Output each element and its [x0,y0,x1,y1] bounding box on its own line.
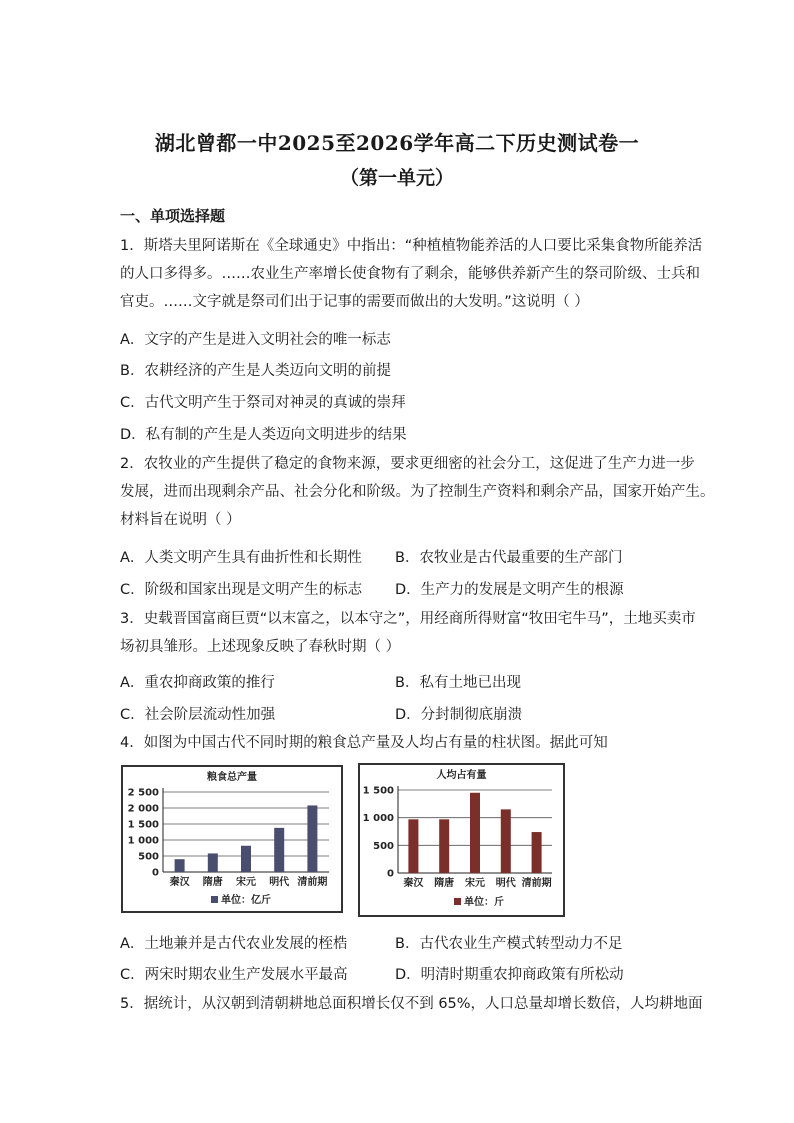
q1-option-b: B．农耕经济的产生是人类迈向文明的前提 [120,363,391,379]
exam-title: 湖北曾都一中2025至2026学年高二下历史测试卷一 [154,131,640,155]
x-tick-label: 隋唐 [434,878,455,889]
q1-option-a: A．文字的产生是进入文明社会的唯一标志 [120,332,391,348]
q2-option-a: A．人类文明产生具有曲折性和长期性 [120,550,362,566]
q1-option-d: D．私有制的产生是人类迈向文明进步的结果 [120,427,407,443]
legend-label: 单位：斤 [464,897,504,908]
bar-1 [175,859,185,872]
chart-title: 粮食总产量 [207,772,257,783]
q1-option-c: C．古代文明产生于祭司对神灵的真诚的崇拜 [120,395,406,411]
question-5-stem [120,990,703,1018]
question-1-stem [120,232,703,316]
y-tick-label: 500 [373,840,394,852]
x-tick-label: 明代 [495,878,516,889]
x-tick-label: 清前期 [521,878,552,889]
y-tick-label: 2 000 [127,803,159,815]
y-tick-label: 1 500 [127,819,159,831]
x-tick-label: 秦汉 [169,877,190,888]
y-tick-label: 1 000 [127,835,159,847]
y-tick-label: 1 500 [362,785,394,797]
stem-line: 的人口多得多。……农业生产率增长使食物有了剩余，能够供养新产生的祭司阶级、士兵和 [120,266,700,282]
y-tick-label: 1 000 [362,813,394,825]
chart-per-capita-grain [358,763,565,917]
stem-line: 1．斯塔夫里阿诺斯在《全球通史》中指出：“种植植物能养活的人口要比采集食物所能养活 [120,238,703,254]
bar-3 [470,793,480,873]
stem-line: 4．如图为中国古代不同时期的粮食总产量及人均占有量的柱状图。据此可知 [120,735,608,751]
chart-total-grain-output [121,765,343,913]
q2-option-c: C．阶级和国家出现是文明产生的标志 [120,582,363,598]
question-4-stem [120,729,680,757]
stem-line: 5．据统计，从汉朝到清朝耕地总面积增长仅不到 65%，人口总量却增长数倍，人均耕地面 [120,996,703,1012]
chart-title: 人均占有量 [436,770,487,781]
bar-1 [408,819,418,873]
bar-2 [208,853,218,872]
legend-label: 单位：亿斤 [221,895,271,906]
q3-option-b: B．私有土地已出现 [395,675,521,691]
question-3-stem [120,605,696,661]
legend-swatch [211,896,218,903]
x-tick-label: 秦汉 [403,878,424,889]
legend-swatch [454,898,461,905]
bar-2 [439,819,449,873]
x-tick-label: 宋元 [236,877,256,888]
chart-total-grain-output-svg [123,767,341,911]
y-tick-label: 2 500 [127,787,159,799]
y-tick-label: 0 [387,868,394,880]
x-tick-label: 隋唐 [202,877,223,888]
stem-line: 官吏。……文字就是祭司们出于记事的需要而做出的大发明。”这说明（ ） [120,294,589,310]
x-tick-label: 宋元 [465,878,485,889]
stem-line: 场初具雏形。上述现象反映了春秋时期（ ） [120,639,401,655]
q4-option-c: C．两宋时期农业生产发展水平最高 [120,967,348,983]
q2-option-d: D．生产力的发展是文明产生的根源 [395,582,624,598]
y-tick-label: 500 [138,851,159,863]
y-tick-label: 0 [152,867,159,879]
x-tick-label: 明代 [269,877,290,888]
exam-subtitle: （第一单元） [339,167,454,189]
bar-4 [501,809,511,873]
q4-option-d: D．明清时期重农抑商政策有所松动 [395,967,624,983]
chart-per-capita-grain-svg [360,765,563,915]
stem-line: 3．史载晋国富商巨贾“以末富之，以本守之”，用经商所得财富“牧田宅牛马”，土地买卖市 [120,611,696,627]
q4-option-b: B．古代农业生产模式转型动力不足 [395,936,623,952]
bar-5 [307,805,317,872]
x-tick-label: 清前期 [297,877,328,888]
q3-option-a: A．重农抑商政策的推行 [120,675,275,691]
stem-line: 发展，进而出现剩余产品、社会分化和阶级。为了控制生产资料和剩余产品，国家开始产生。 [120,484,715,500]
question-2-stem [120,450,715,534]
q2-option-b: B．农牧业是古代最重要的生产部门 [395,550,623,566]
stem-line: 2．农牧业的产生提供了稳定的食物来源，要求更细密的社会分工，这促进了生产力进一步 [120,456,695,472]
bar-4 [274,828,284,872]
q3-option-c: C．社会阶层流动性加强 [120,707,276,723]
section-title: 一、单项选择题 [120,207,226,225]
bar-5 [532,832,542,873]
q3-option-d: D．分封制彻底崩溃 [395,707,523,723]
stem-line: 材料旨在说明（ ） [120,512,241,528]
bar-3 [241,846,251,872]
q4-option-a: A．土地兼并是古代农业发展的桎梏 [120,936,348,952]
